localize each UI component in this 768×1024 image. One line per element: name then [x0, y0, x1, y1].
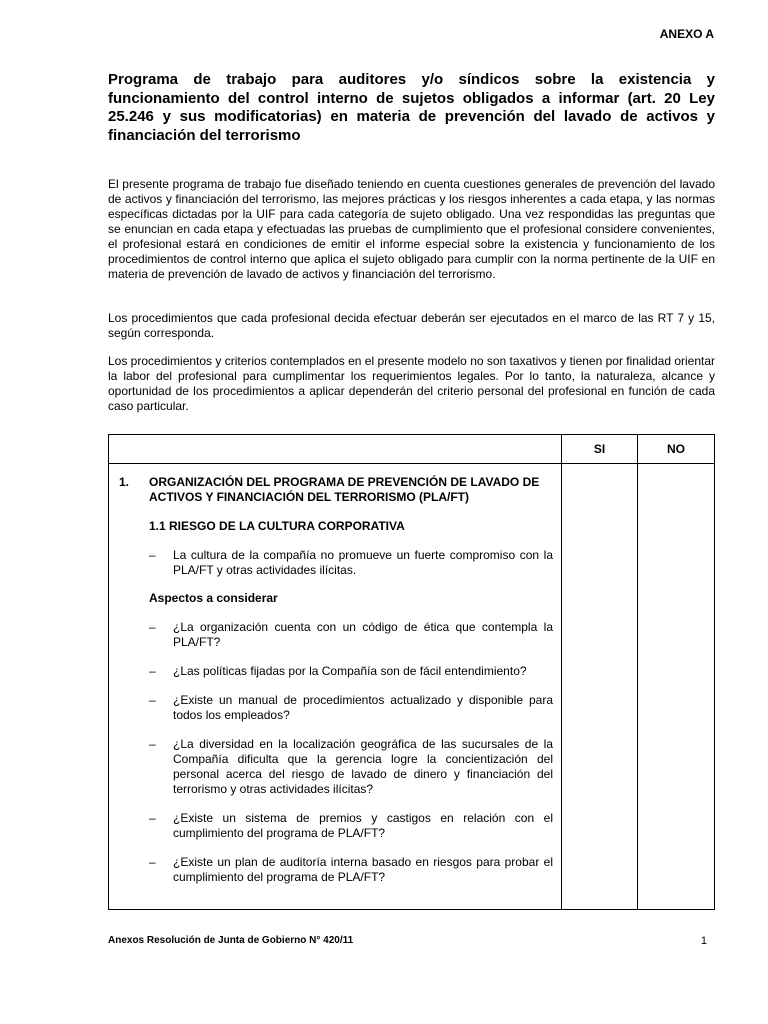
section-heading [119, 475, 553, 505]
table-header-row [109, 435, 715, 464]
aspect-item-text: ¿Existe un sistema de premios y castigos en relación con el cumplimiento del programa de PLA/FT? [173, 811, 553, 840]
aspect-item-text: ¿La diversidad en la localización geográfica de las sucursales de la Compañía dificulta que la gerencia logre la concientización del personal acerca del riesgo de lavado de dinero y financiación del terrorismo y otras actividades ilícitas? [173, 737, 553, 796]
aspect-item [149, 855, 553, 885]
header-empty-cell [109, 435, 562, 464]
dash-bullet: – [149, 548, 156, 562]
risk-item-text: La cultura de la compañía no promueve un fuerte compromiso con la PLA/FT y otras actividades ilícitas. [173, 548, 553, 577]
dash-bullet: – [149, 855, 156, 869]
risk-item [149, 548, 553, 578]
header-no: NO [638, 435, 715, 464]
dash-bullet: – [149, 693, 156, 707]
section-number: 1. [119, 475, 130, 489]
aspects-title: Aspectos a considerar [149, 591, 278, 605]
dash-bullet: – [149, 737, 156, 751]
subsection-title: 1.1 RIESGO DE LA CULTURA CORPORATIVA [149, 519, 405, 533]
no-answer-cell[interactable] [638, 464, 715, 910]
dash-bullet: – [149, 664, 156, 678]
dash-bullet: – [149, 811, 156, 825]
intro-paragraph: El presente programa de trabajo fue diseñado teniendo en cuenta cuestiones generales de prevención del lavado de activos y financiación del terrorismo, las mejores prácticas y los riesgos inherentes a cada etapa, y las normas específicas dictadas por la UIF para cada categoría de sujeto obligado. Una vez respondidas las preguntas que se enuncian en cada etapa y efectuadas las pruebas de cumplimiento que el profesional considere convenientes, el profesional estará en condiciones de emitir el informe especial sobre la existencia y funcionamiento de los procedimientos de control interno que aplica el sujeto obligado para cumplir con la norma pertinente de la UIF en materia de prevención de lavado de activos y financiación del terrorismo. [108, 177, 715, 281]
aspect-item [149, 811, 553, 841]
document-title: Programa de trabajo para auditores y/o síndicos sobre la existencia y funcionamiento del control interno de sujetos obligados a informar (art. 20 Ley 25.246 y sus modificatorias) en materia de prevención del lavado de activos y financiación del terrorismo [108, 71, 715, 144]
page-number: 1 [700, 935, 707, 947]
aspect-item [149, 693, 553, 723]
header-si: SI [562, 435, 638, 464]
procedures-paragraph: Los procedimientos que cada profesional decida efectuar deberán ser ejecutados en el marco de las RT 7 y 15, según corresponda. [108, 311, 715, 340]
section-content-cell [109, 464, 562, 910]
section-row [109, 464, 715, 910]
aspect-item-text: ¿Las políticas fijadas por la Compañía son de fácil entendimiento? [173, 664, 527, 678]
criteria-paragraph: Los procedimientos y criterios contemplados en el presente modelo no son taxativos y tienen por finalidad orientar la labor del profesional para cumplimentar los requerimientos legales. Por lo tanto, la naturaleza, alcance y oportunidad de los procedimientos a aplicar dependerán del criterio personal del profesional en función de cada caso particular. [108, 354, 716, 413]
aspect-item [149, 620, 553, 650]
si-answer-cell[interactable] [562, 464, 638, 910]
dash-bullet: – [149, 620, 156, 634]
work-program-table [108, 434, 715, 910]
section-title: ORGANIZACIÓN DEL PROGRAMA DE PREVENCIÓN DE LAVADO DE ACTIVOS Y FINANCIACIÓN DEL TERRORISMO (PLA/FT) [149, 475, 540, 504]
aspect-item-text: ¿Existe un plan de auditoría interna basado en riesgos para probar el cumplimiento del programa de PLA/FT? [173, 855, 553, 884]
aspect-item-text: ¿La organización cuenta con un código de ética que contempla la PLA/FT? [173, 620, 553, 649]
aspect-item [149, 737, 553, 797]
aspect-item-text: ¿Existe un manual de procedimientos actualizado y disponible para todos los empleados? [173, 693, 553, 722]
annex-label: ANEXO A [659, 27, 714, 41]
footer-resolution: Anexos Resolución de Junta de Gobierno N° 420/11 [108, 935, 354, 946]
aspect-item [149, 664, 553, 679]
